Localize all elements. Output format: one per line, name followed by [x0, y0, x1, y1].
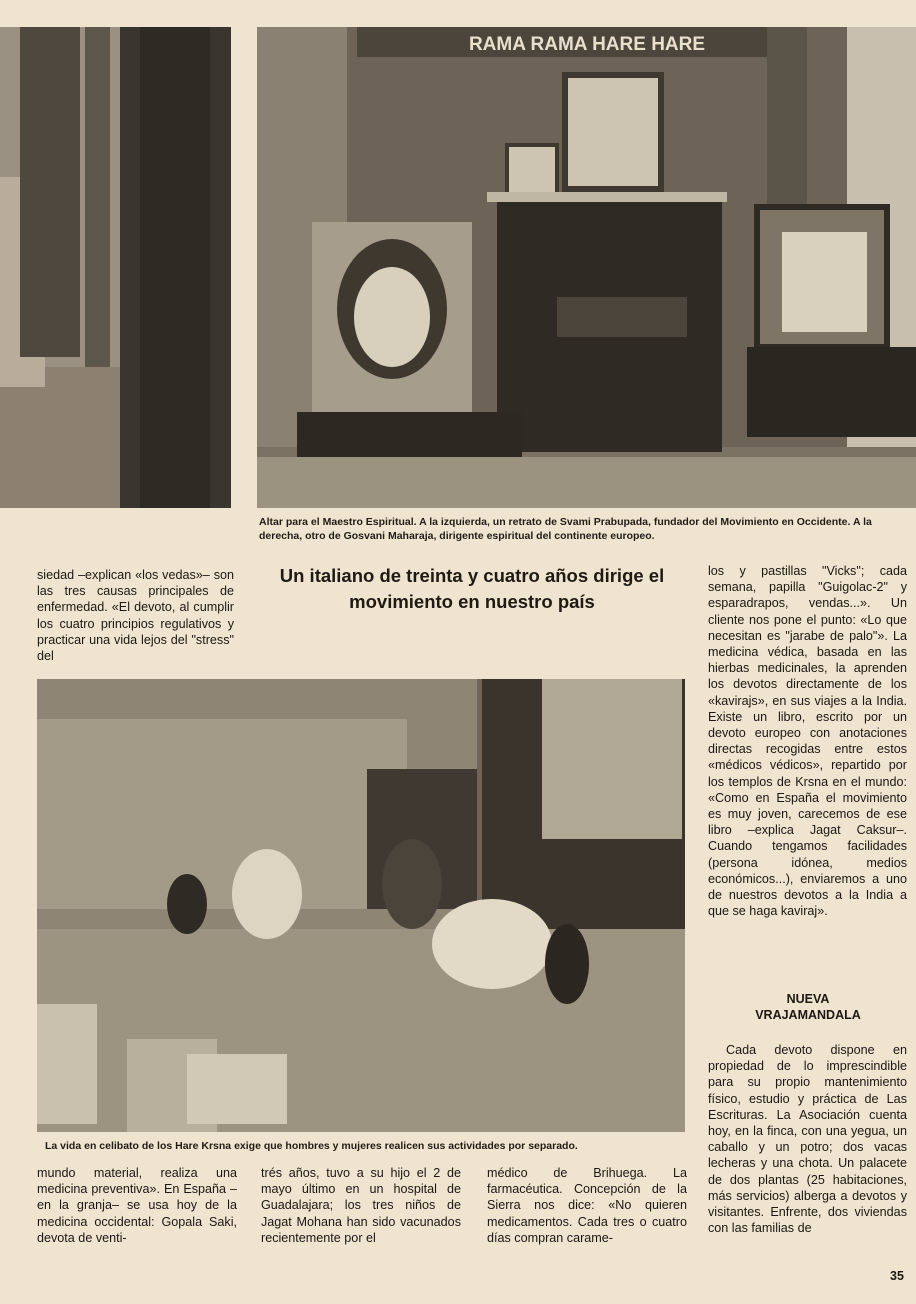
column-right-b — [708, 1042, 907, 1236]
column-bottom-2 — [261, 1165, 461, 1246]
column-left-top-text: siedad –explican «los vedas»– son las tres causas principales de enfermedad. «El devoto, al cumplir los cuatro principios regulativos y practicar una vida lejos del "stress" del — [37, 568, 234, 664]
column-bottom-3 — [487, 1165, 687, 1246]
column-right-a-text: los y pastillas "Vicks"; cada semana, papilla "Guigolac-2" y esparadrapos, vendas...». Un cliente nos pone el punto: «Lo que necesitan es "jarabe de palo"». La medicina védica, basada en las hierbas medicinales, la aprenden los devotos directamente de los «kavirajs», en sus viajes a la India. Existe un libro, escrito por un devoto europeo con anotaciones directas recogidas entre estos «médicos védicos», repartido por los templos de Krsna en el mundo: «Como en España el movimiento es muy joven, carecemos de ese libro –explica Jagat Caksur–. Cuando tengamos facilidades (persona idónea, medios económicos...), enviaremos a uno de nuestros devotos a la India a que se haga kaviraj». — [708, 564, 907, 919]
column-bottom-3-text: médico de Brihuega. La farmacéutica. Concepción de la Sierra nos dice: «No quieren medicamentos. Cada tres o cuatro días compran carame- — [487, 1166, 687, 1245]
column-right-a — [708, 563, 907, 919]
headline: Un italiano de treinta y cuatro años dirige el movimiento en nuestro país — [279, 565, 665, 612]
photo-garden-trees — [0, 27, 231, 508]
column-right-b-text: Cada devoto dispone en propiedad de lo imprescindible para su propio mantenimiento físico, estudio y práctica de Las Escrituras. La Asociación cuenta hoy, en la finca, con una yegua, un caballo y un potro; dos vacas lecheras y una chota. Un palacete de dos plantas (25 habitaciones, más servicios) alberga a devotos y visitantes. Enfrente, dos viviendas con las familias de — [708, 1043, 907, 1236]
photo-altar — [257, 27, 916, 508]
subhead-nueva-vrajamandala: NUEVA VRAJAMANDALA — [755, 992, 861, 1022]
column-bottom-1-text: mundo material, realiza una medicina preventiva». En España –en la granja– se usa hoy de la medicina occidental: Gopala Saki, devota de venti- — [37, 1166, 237, 1245]
page-number: 35 — [890, 1269, 904, 1283]
column-bottom-2-text: trés años, tuvo a su hijo el 2 de mayo último en un hospital de Guadalajara; los tres niños de Jagat Mohana han sido vacunados recientemente por el — [261, 1166, 461, 1245]
banner-text: RAMA RAMA HARE HARE — [468, 34, 706, 55]
caption-altar: Altar para el Maestro Espiritual. A la izquierda, un retrato de Svami Prabupada, fundador del Movimiento en Occidente. A la derecha, otro de Gosvani Maharaja, dirigente espiritual del continente europeo. — [259, 516, 872, 542]
caption-celibacy: La vida en celibato de los Hare Krsna exige que hombres y mujeres realicen sus actividades por separado. — [45, 1140, 578, 1152]
column-bottom-1 — [37, 1165, 237, 1246]
photo-interior-people — [37, 679, 685, 1132]
column-left-top — [37, 567, 234, 664]
